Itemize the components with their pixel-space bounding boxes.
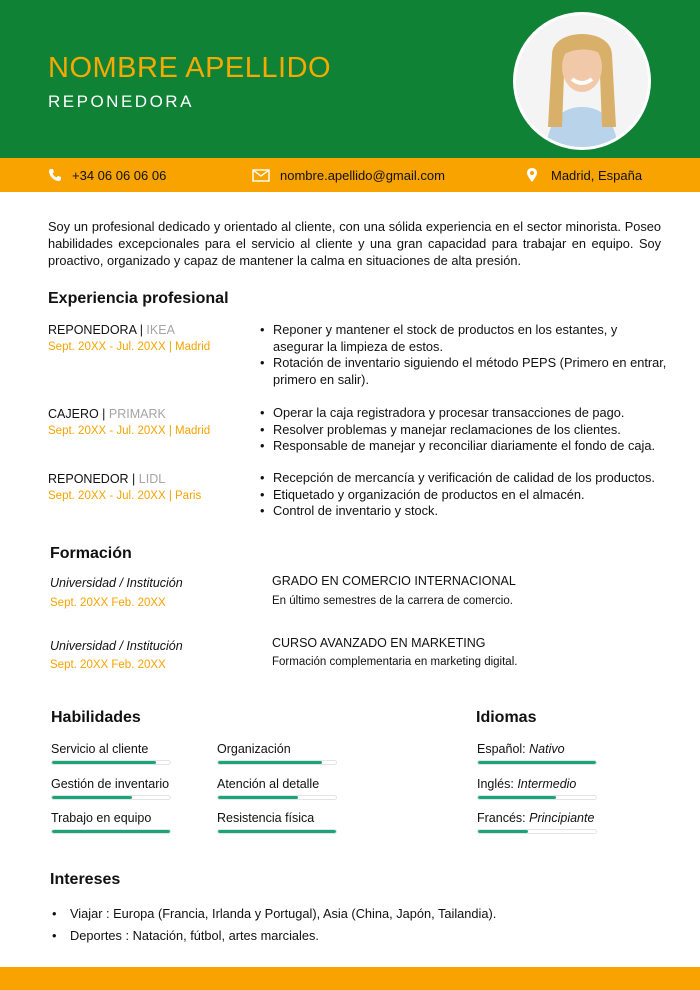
language-name: Francés: — [477, 811, 526, 825]
skill-bar-fill — [52, 830, 170, 833]
job-separator: | — [136, 323, 147, 337]
skill-bar — [51, 760, 171, 765]
job-position: REPONEDORA — [48, 323, 137, 337]
footer-band — [0, 967, 700, 990]
location-pin-icon — [527, 168, 537, 182]
language-item — [477, 811, 602, 834]
skill-label: Resistencia física — [217, 811, 315, 825]
skill-item — [51, 742, 176, 765]
language-level: Intermedio — [517, 777, 577, 791]
job-duty: • Recepción de mercancía y verificación de calidad de los productos. — [258, 470, 668, 487]
education-section-title: Formación — [50, 545, 132, 562]
job-duty: • Etiquetado y organización de productos en el almacén. — [258, 487, 668, 504]
profile-photo-illustration — [516, 15, 648, 147]
interests-section-title: Intereses — [50, 871, 121, 888]
contact-phone[interactable] — [48, 158, 166, 192]
skill-label: Atención al detalle — [217, 777, 320, 791]
skill-bar — [217, 760, 337, 765]
phone-icon — [48, 168, 62, 182]
education-degree: GRADO EN COMERCIO INTERNACIONAL — [272, 574, 516, 588]
education-description: En último semestres de la carrera de comercio. — [272, 595, 513, 607]
skill-bar-fill — [218, 761, 322, 764]
job-duties-list — [258, 470, 668, 520]
job-duty: • Reponer y mantener el stock de productos en los estantes, y asegurar la limpieza de estos. — [258, 322, 668, 355]
job-duty: • Rotación de inventario siguiendo el método PEPS (Primero en entrar, primero en salir). — [258, 355, 668, 388]
job-separator: | — [128, 472, 139, 486]
job-duty: • Control de inventario y stock. — [258, 503, 668, 520]
job-entry — [48, 407, 248, 437]
header-band — [0, 0, 700, 158]
skill-bar — [217, 795, 337, 800]
skill-bar — [51, 829, 171, 834]
contact-email[interactable] — [252, 158, 445, 192]
experience-section-title: Experiencia profesional — [48, 290, 229, 307]
mail-icon — [252, 169, 270, 182]
language-bar-fill — [478, 796, 556, 799]
language-item — [477, 777, 602, 800]
interest-item: • Deportes : Natación, fútbol, artes marciales. — [50, 925, 496, 947]
education-degree: CURSO AVANZADO EN MARKETING — [272, 636, 486, 650]
language-bar — [477, 829, 597, 834]
language-bar — [477, 760, 597, 765]
job-company: LIDL — [138, 472, 166, 486]
job-duties-list — [258, 322, 668, 388]
languages-section-title: Idiomas — [476, 709, 537, 726]
skill-bar-fill — [52, 761, 156, 764]
candidate-name: NOMBRE APELLIDO — [48, 52, 332, 84]
skill-item — [217, 811, 342, 834]
interest-item: • Viajar : Europa (Francia, Irlanda y Portugal), Asia (China, Japón, Tailandia). — [50, 903, 496, 925]
candidate-role: REPONEDORA — [48, 92, 194, 111]
job-entry — [48, 323, 248, 353]
skill-label: Trabajo en equipo — [51, 811, 152, 825]
job-duty: • Responsable de manejar y reconciliar diariamente el fondo de caja. — [258, 438, 668, 455]
job-company: PRIMARK — [108, 407, 166, 421]
education-institution: Universidad / Institución — [50, 576, 183, 590]
job-date: Sept. 20XX - Jul. 20XX | Paris — [48, 490, 202, 502]
skill-item — [217, 777, 342, 800]
job-duties-list — [258, 405, 668, 455]
education-institution: Universidad / Institución — [50, 639, 183, 653]
profile-summary: Soy un profesional dedicado y orientado al cliente, con una sólida experiencia en el sector minorista. Poseo habilidades excepcionales para el servicio al cliente y una gran capacidad para trabajar en equipo. Soy proactivo, organizado y capaz de mantener la calma en situaciones de alta presión. — [48, 219, 661, 268]
language-label — [477, 742, 602, 756]
skill-bar-fill — [218, 830, 336, 833]
language-bar-fill — [478, 761, 596, 764]
skill-bar-fill — [52, 796, 132, 799]
skill-bar — [51, 795, 171, 800]
skills-section-title: Habilidades — [51, 709, 141, 726]
language-level: Nativo — [529, 742, 565, 756]
job-duty: • Operar la caja registradora y procesar transacciones de pago. — [258, 405, 668, 422]
job-company: IKEA — [146, 323, 175, 337]
language-item — [477, 742, 602, 765]
location-text: Madrid, España — [551, 167, 643, 183]
language-bar — [477, 795, 597, 800]
job-date: Sept. 20XX - Jul. 20XX | Madrid — [48, 341, 211, 353]
job-separator: | — [98, 407, 109, 421]
contact-location — [527, 158, 642, 192]
skill-label: Gestión de inventario — [51, 777, 170, 791]
skill-item — [217, 742, 342, 765]
language-label — [477, 811, 602, 825]
skill-label: Servicio al cliente — [51, 742, 149, 756]
language-bar-fill — [478, 830, 528, 833]
phone-text: +34 06 06 06 06 — [72, 167, 167, 183]
email-text: nombre.apellido@gmail.com — [280, 167, 445, 183]
education-date: Sept. 20XX Feb. 20XX — [50, 659, 166, 671]
contact-bar — [0, 158, 700, 192]
interests-list — [50, 903, 496, 947]
job-duty: • Resolver problemas y manejar reclamaciones de los clientes. — [258, 422, 668, 439]
language-level: Principiante — [529, 811, 595, 825]
job-entry — [48, 472, 248, 502]
education-description: Formación complementaria en marketing digital. — [272, 656, 518, 668]
skill-item — [51, 811, 176, 834]
profile-photo — [513, 12, 651, 150]
language-name: Español: — [477, 742, 526, 756]
education-date: Sept. 20XX Feb. 20XX — [50, 597, 166, 609]
language-name: Inglés: — [477, 777, 514, 791]
skill-bar — [217, 829, 337, 834]
skill-item — [51, 777, 176, 800]
skill-label: Organización — [217, 742, 291, 756]
language-label — [477, 777, 602, 791]
job-position: CAJERO — [48, 407, 99, 421]
job-position: REPONEDOR — [48, 472, 129, 486]
job-date: Sept. 20XX - Jul. 20XX | Madrid — [48, 425, 211, 437]
skill-bar-fill — [218, 796, 298, 799]
